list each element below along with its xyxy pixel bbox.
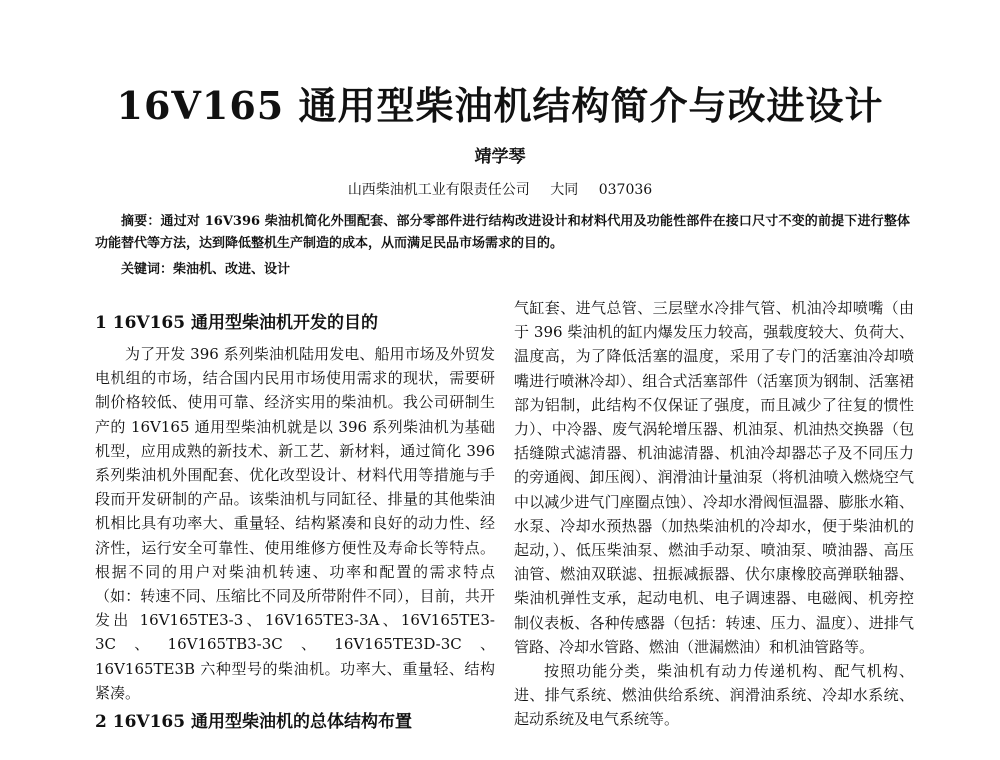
section-1-paragraph: 为了开发 396 系列柴油机陆用发电、船用市场及外贸发电机组的市场，结合国内民用市场使用需求的现状，需要研制价格较低、使用可靠、经济实用的柴油机。我公司研制生产的 16V165 通用型柴油机就是以 396 系列柴油机为基础机型，应用成熟的新技术、新工艺、新材料，通过简化 396 系列柴油机外围配套、优化改型设计、材料代用等措施与手段而开发研制的产品。该柴油机与同缸径、排量的其他柴油机相比具有功率大、重量轻、结构紧凑和良好的动力性、经济性，运行安全可靠性、使用维修方便性及寿命长等特点。根据不同的用户对柴油机转速、功率和配置的需求特点（如：转速不同、压缩比不同及所带附件不同），目前，共开发出 16V165TE3-3、16V165TE3-3A、16V165TE3-3C、16V165TB3-3C、16V165TE3D-3C、16V165TE3B 六种型号的柴油机。功率大、重量轻、结构紧凑。 xyxy=(95,345,495,702)
functional-classification-paragraph: 按照功能分类，柴油机有动力传递机构、配气机构、进、排气系统、燃油供给系统、润滑油系统、冷却水系统、起动系统及电气系统等。 xyxy=(514,662,914,729)
affiliation-org: 山西柴油机工业有限责任公司 xyxy=(347,182,530,198)
keywords: 关键词：柴油机、改进、设计 xyxy=(121,262,291,277)
paper-title: 16V165 通用型柴油机结构简介与改进设计 xyxy=(116,83,884,128)
right-column xyxy=(514,296,914,732)
affiliation-city: 大同 xyxy=(550,182,579,198)
left-column xyxy=(95,296,495,735)
author-name: 靖学琴 xyxy=(474,147,526,167)
continued-paragraph: 气缸套、进气总管、三层壁水冷排气管、机油冷却喷嘴（由于 396 柴油机的缸内爆发压力较高，强载度较大、负荷大、温度高，为了降低活塞的温度，采用了专门的活塞油冷却喷嘴进行喷淋冷却）、组合式活塞部件（活塞顶为钢制、活塞裙部为铝制，此结构不仅保证了强度，而且减少了往复的惯性力）、中冷器、废气涡轮增压器、机油泵、机油热交换器（包括缝隙式滤清器、机油滤清器、机油冷却器芯子及不同压力的旁通阀、卸压阀）、润滑油计量油泵（将机油喷入燃烧空气中以减少进气门座圈点蚀）、冷却水滑阀恒温器、膨胀水箱、水泵、冷却水预热器（加热柴油机的冷却水，便于柴油机的起动，）、低压柴油泵、燃油手动泵、喷油泵、喷油器、高压油管、燃油双联滤、扭振减振器、伏尔康橡胶高弹联轴器、柴油机弹性支承，起动电机、电子调速器、电磁阀、机旁控制仪表板、各种传感器（包括：转速、压力、温度）、进排气管路、冷却水管路、燃油（泄漏燃油）和机油管路等。 xyxy=(514,299,914,656)
affiliation xyxy=(0,180,1000,200)
affiliation-postcode: 037036 xyxy=(598,182,653,198)
section-heading-2: 2 16V165 通用型柴油机的总体结构布置 xyxy=(95,712,412,733)
abstract: 摘要：通过对 16V396 柴油机简化外围配套、部分零部件进行结构改进设计和材料代用及功能性部件在接口尺寸不变的前提下进行整体功能替代等方法，达到降低整机生产制造的成本，从而满足民品市场需求的目的。 xyxy=(95,214,910,251)
section-heading-1: 1 16V165 通用型柴油机开发的目的 xyxy=(95,313,378,333)
